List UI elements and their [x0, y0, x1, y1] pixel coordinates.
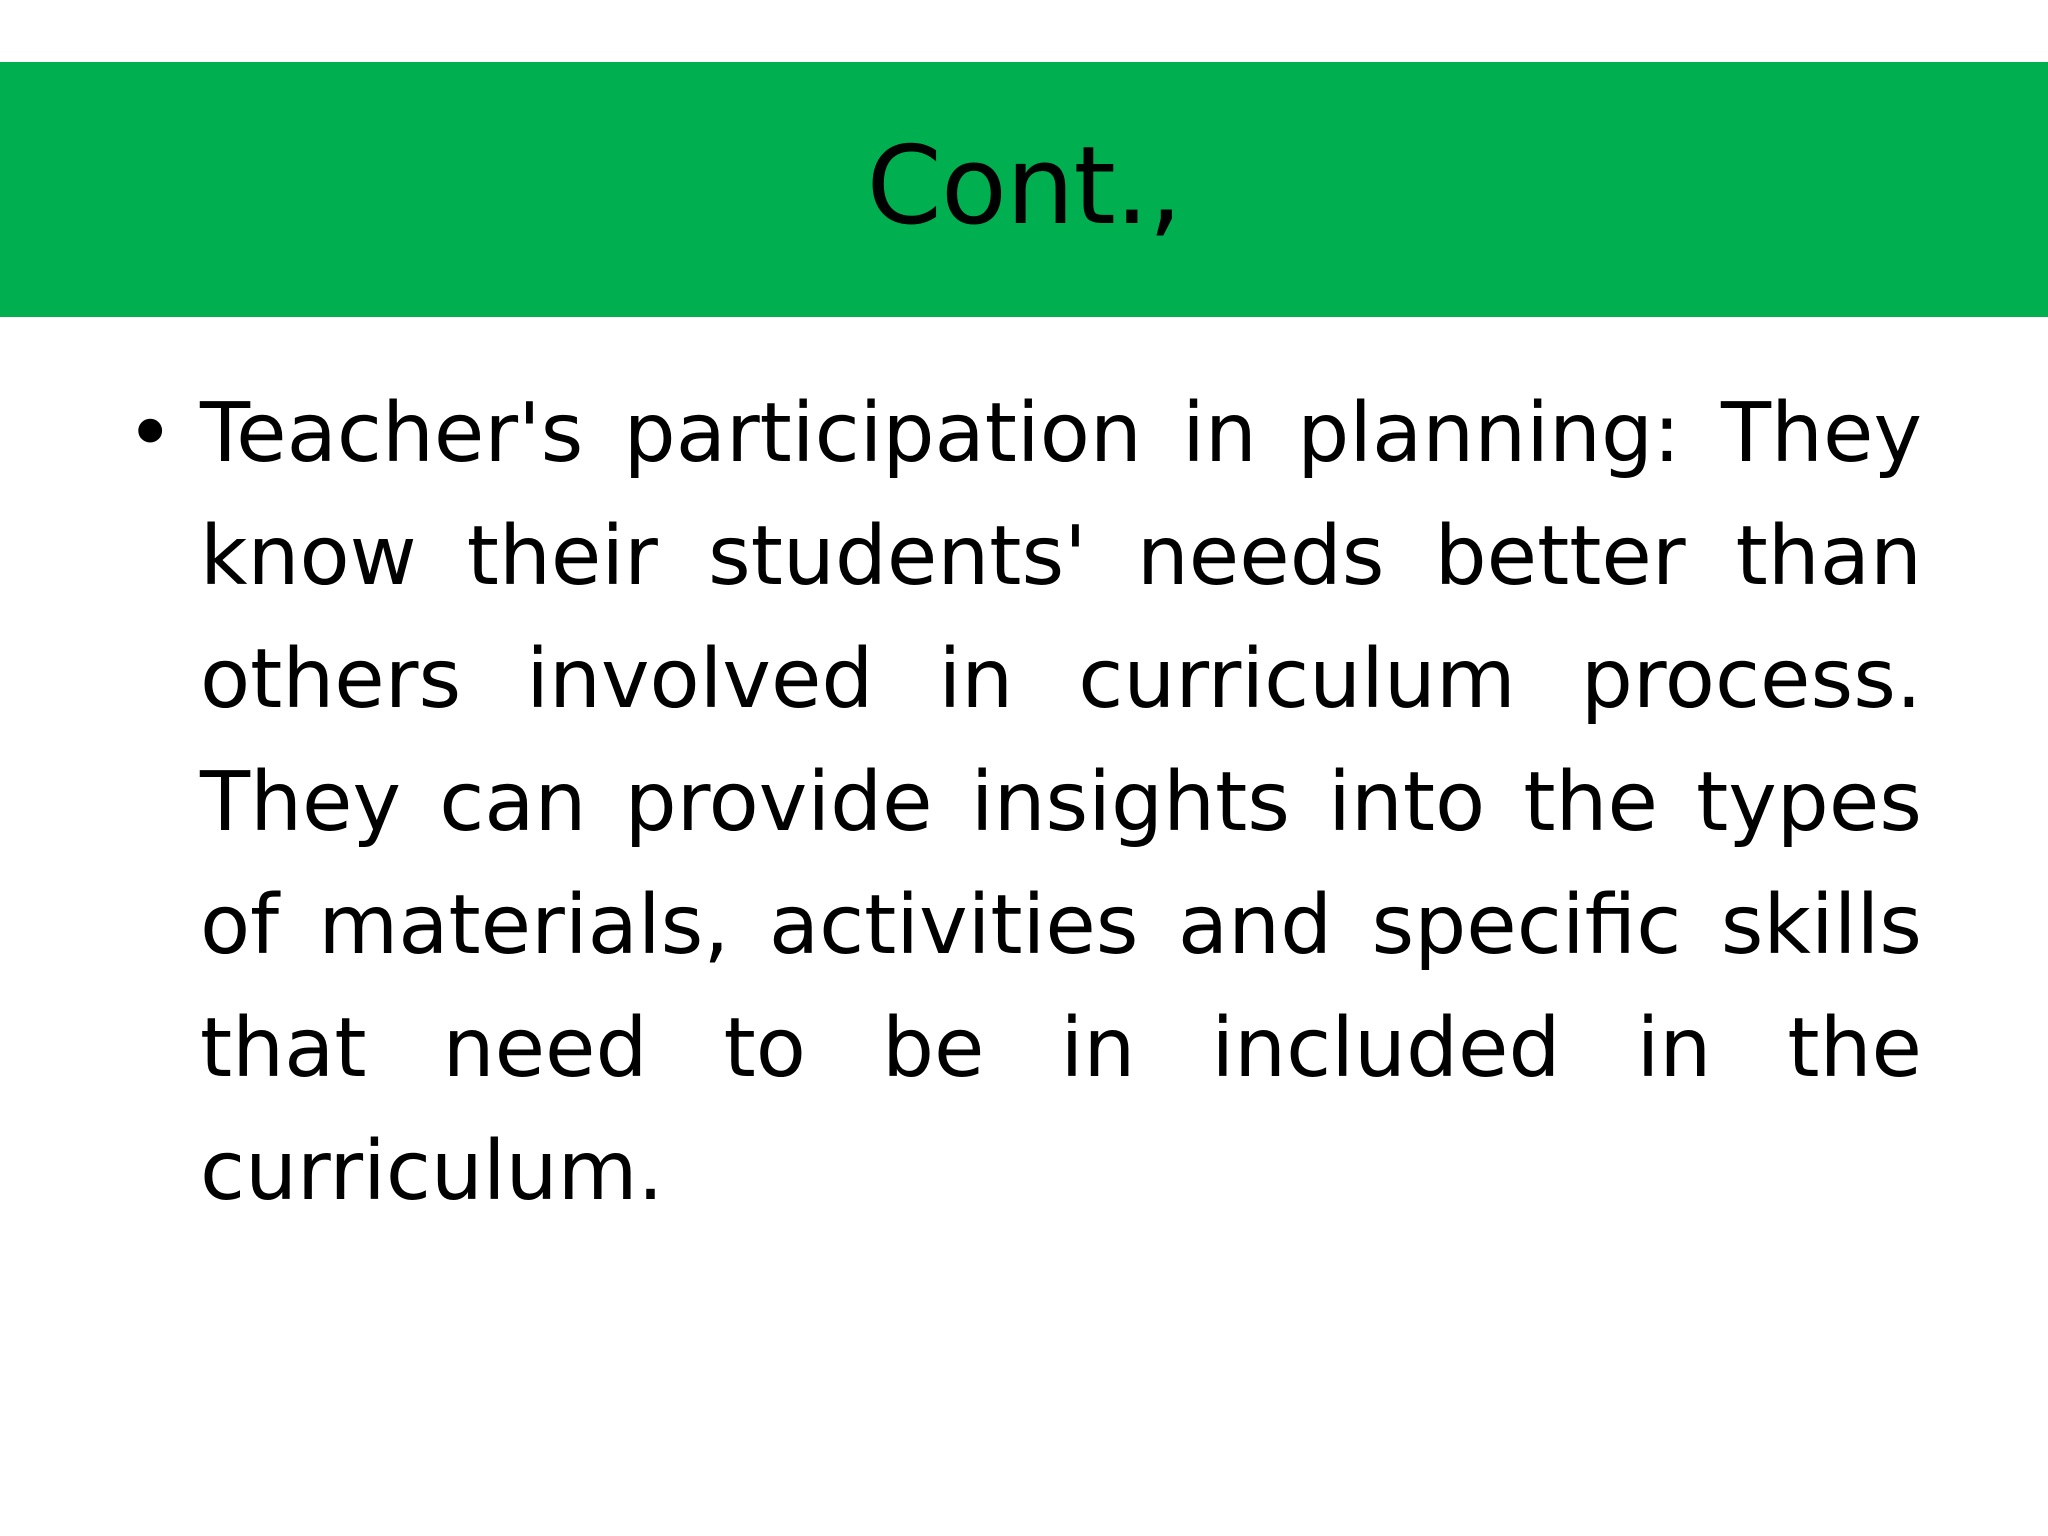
bullet-item: [126, 372, 1922, 1233]
bullet-text: Teacher's participation in planning: They know their students' needs better than others involved in curriculum process. They can provide insights into the types of materials, activities and specific skills that need to be in included in the curriculum.: [200, 386, 1922, 1219]
slide-content: [126, 372, 1922, 1233]
slide-title: Cont.,: [866, 123, 1182, 249]
bullet-list: [126, 372, 1922, 1233]
title-band: [0, 62, 2048, 317]
bullet-marker: •: [126, 386, 175, 481]
